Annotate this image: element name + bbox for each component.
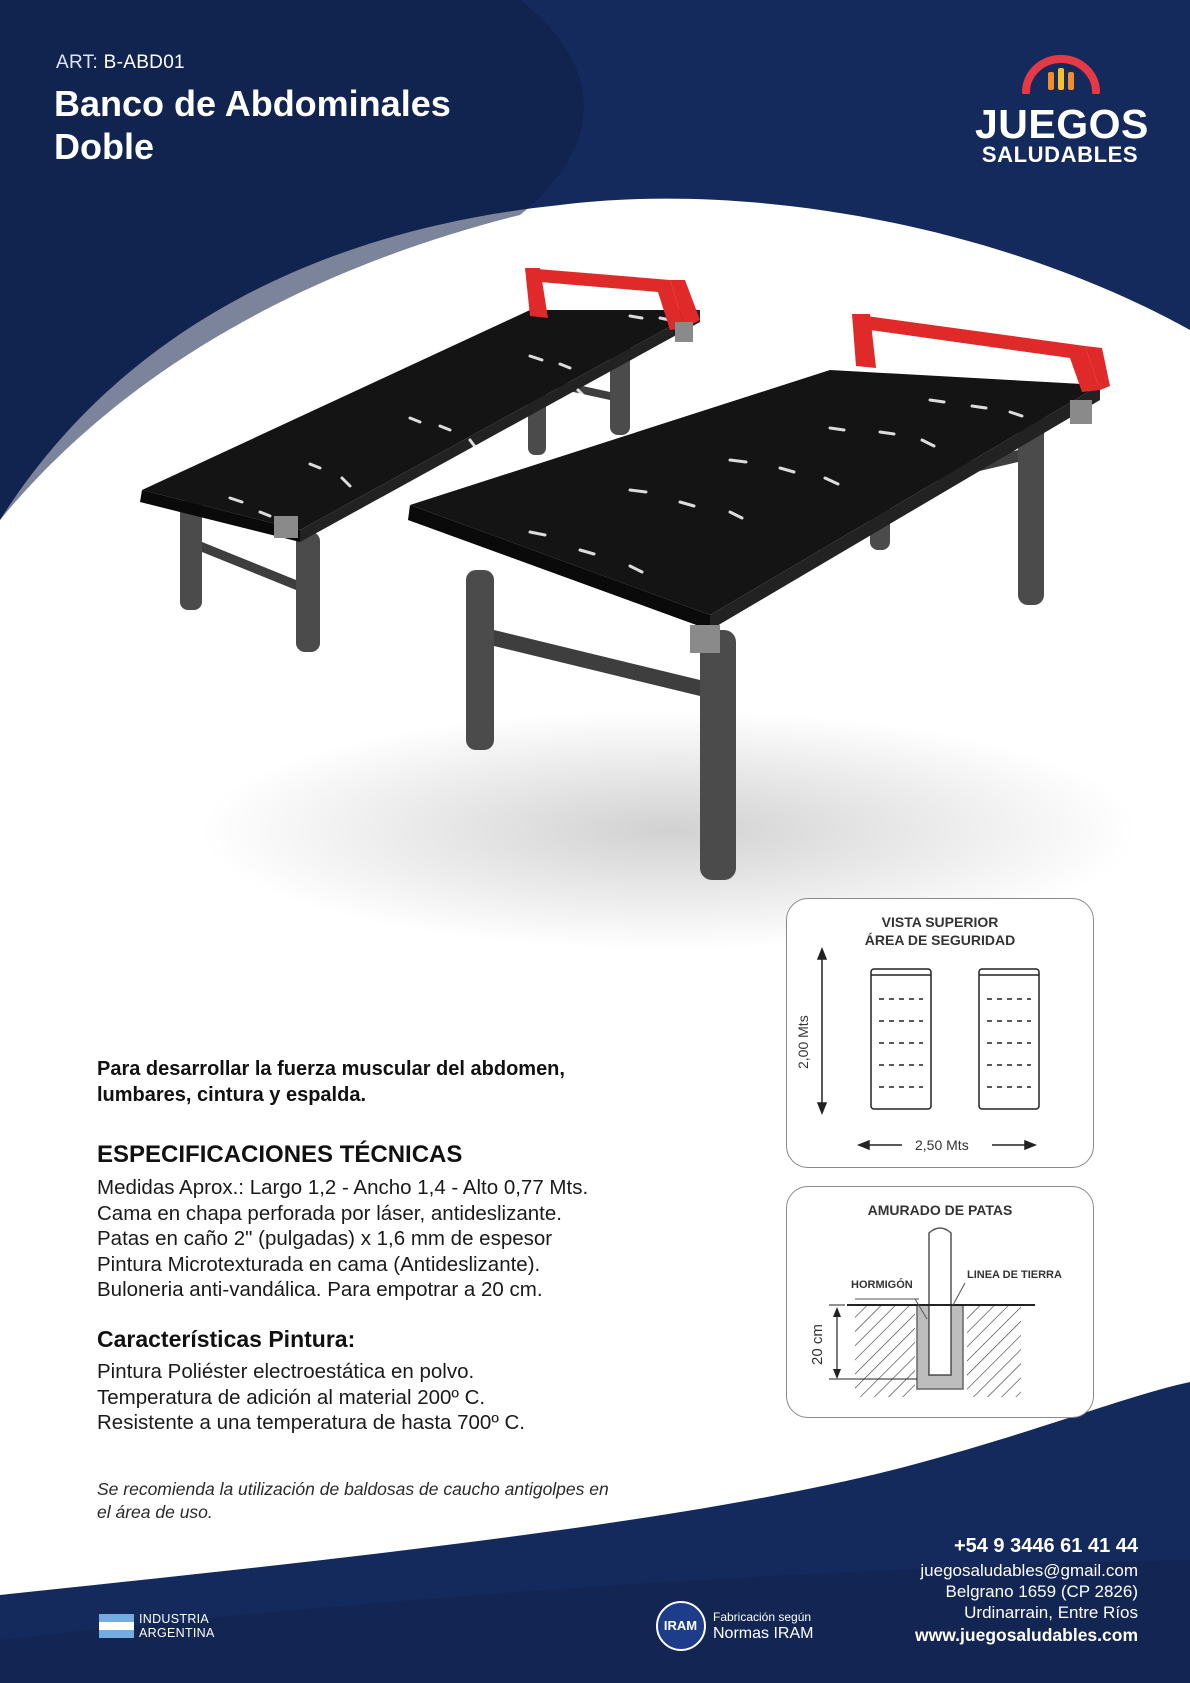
brand-logo bbox=[975, 52, 1149, 172]
iram-line2: Normas IRAM bbox=[713, 1625, 814, 1642]
depth-label: 20 cm bbox=[809, 1324, 826, 1365]
article-number: B-ABD01 bbox=[103, 52, 185, 73]
spec-item: Medidas Aprox.: Largo 1,2 - Ancho 1,4 - Alto 0,77 Mts. bbox=[97, 1176, 589, 1199]
anchor-drawing bbox=[787, 1187, 1095, 1419]
product-title bbox=[54, 82, 574, 168]
iram-line1: Fabricación según bbox=[713, 1610, 812, 1624]
spec-item: Patas en caño 2" (pulgadas) x 1,6 mm de espesor bbox=[97, 1227, 553, 1250]
logo-arch-icon bbox=[1020, 52, 1102, 94]
concrete-label: HORMIGÓN bbox=[851, 1279, 913, 1291]
ground-line-label: LINEA DE TIERRA bbox=[967, 1269, 1062, 1281]
product-illustration bbox=[110, 250, 1130, 970]
article-prefix: ART: bbox=[56, 52, 99, 73]
paint-heading: Características Pintura: bbox=[97, 1326, 356, 1352]
safety-area-drawing bbox=[787, 899, 1095, 1169]
logo-word-juegos: JUEGOS bbox=[975, 101, 1149, 147]
spec-item: Buloneria anti-vandálica. Para empotrar a 20 cm. bbox=[97, 1278, 543, 1301]
leg-anchoring-diagram bbox=[786, 1186, 1094, 1418]
paint-item: Temperatura de adición al material 200º C. bbox=[97, 1385, 486, 1409]
contact-email[interactable]: juegosaludables@gmail.com bbox=[920, 1561, 1138, 1580]
logo-word-saludables: SALUDABLES bbox=[981, 142, 1139, 167]
contact-address: Belgrano 1659 (CP 2826) bbox=[945, 1582, 1138, 1601]
paint-item: Pintura Poliéster electroestática en polvo. bbox=[97, 1360, 475, 1383]
iram-logo-icon bbox=[656, 1601, 706, 1651]
anchor-title: AMURADO DE PATAS bbox=[867, 1202, 1013, 1218]
industria-text bbox=[139, 1612, 215, 1640]
industria-line2: ARGENTINA bbox=[139, 1626, 215, 1640]
product-title-line2: Doble bbox=[54, 126, 155, 167]
contact-phone[interactable]: +54 9 3446 61 41 44 bbox=[953, 1535, 1138, 1557]
contact-website[interactable]: www.juegosaludables.com bbox=[914, 1625, 1138, 1645]
product-description: Para desarrollar la fuerza muscular del abdomen, lumbares, cintura y espalda. bbox=[97, 1058, 565, 1106]
safety-height-label: 2,00 Mts bbox=[795, 1015, 811, 1069]
paint-list bbox=[97, 1359, 525, 1436]
product-title-line1: Banco de Abdominales bbox=[54, 83, 451, 124]
specs-heading: ESPECIFICACIONES TÉCNICAS bbox=[97, 1141, 463, 1168]
argentina-flag-icon bbox=[99, 1614, 134, 1638]
iram-logo-text: IRAM bbox=[663, 1618, 698, 1633]
paint-item: Resistente a una temperatura de hasta 700º C. bbox=[97, 1411, 525, 1434]
contact-city: Urdinarrain, Entre Ríos bbox=[964, 1603, 1138, 1622]
usage-note: Se recomienda la utilización de baldosas de caucho antigolpes en el área de uso. bbox=[97, 1479, 609, 1522]
spec-item: Cama en chapa perforada por láser, antideslizante. bbox=[97, 1201, 562, 1225]
safety-area-diagram bbox=[786, 898, 1094, 1168]
spec-item: Pintura Microtexturada en cama (Antideslizante). bbox=[97, 1252, 541, 1276]
article-code bbox=[56, 52, 185, 74]
contact-block bbox=[915, 1533, 1138, 1647]
specs-list bbox=[97, 1175, 588, 1303]
safety-title-line1: VISTA SUPERIOR bbox=[881, 914, 999, 930]
safety-title-line2: ÁREA DE SEGURIDAD bbox=[864, 932, 1016, 948]
industria-line1: INDUSTRIA bbox=[139, 1612, 210, 1626]
safety-width-label: 2,50 Mts bbox=[915, 1137, 969, 1153]
